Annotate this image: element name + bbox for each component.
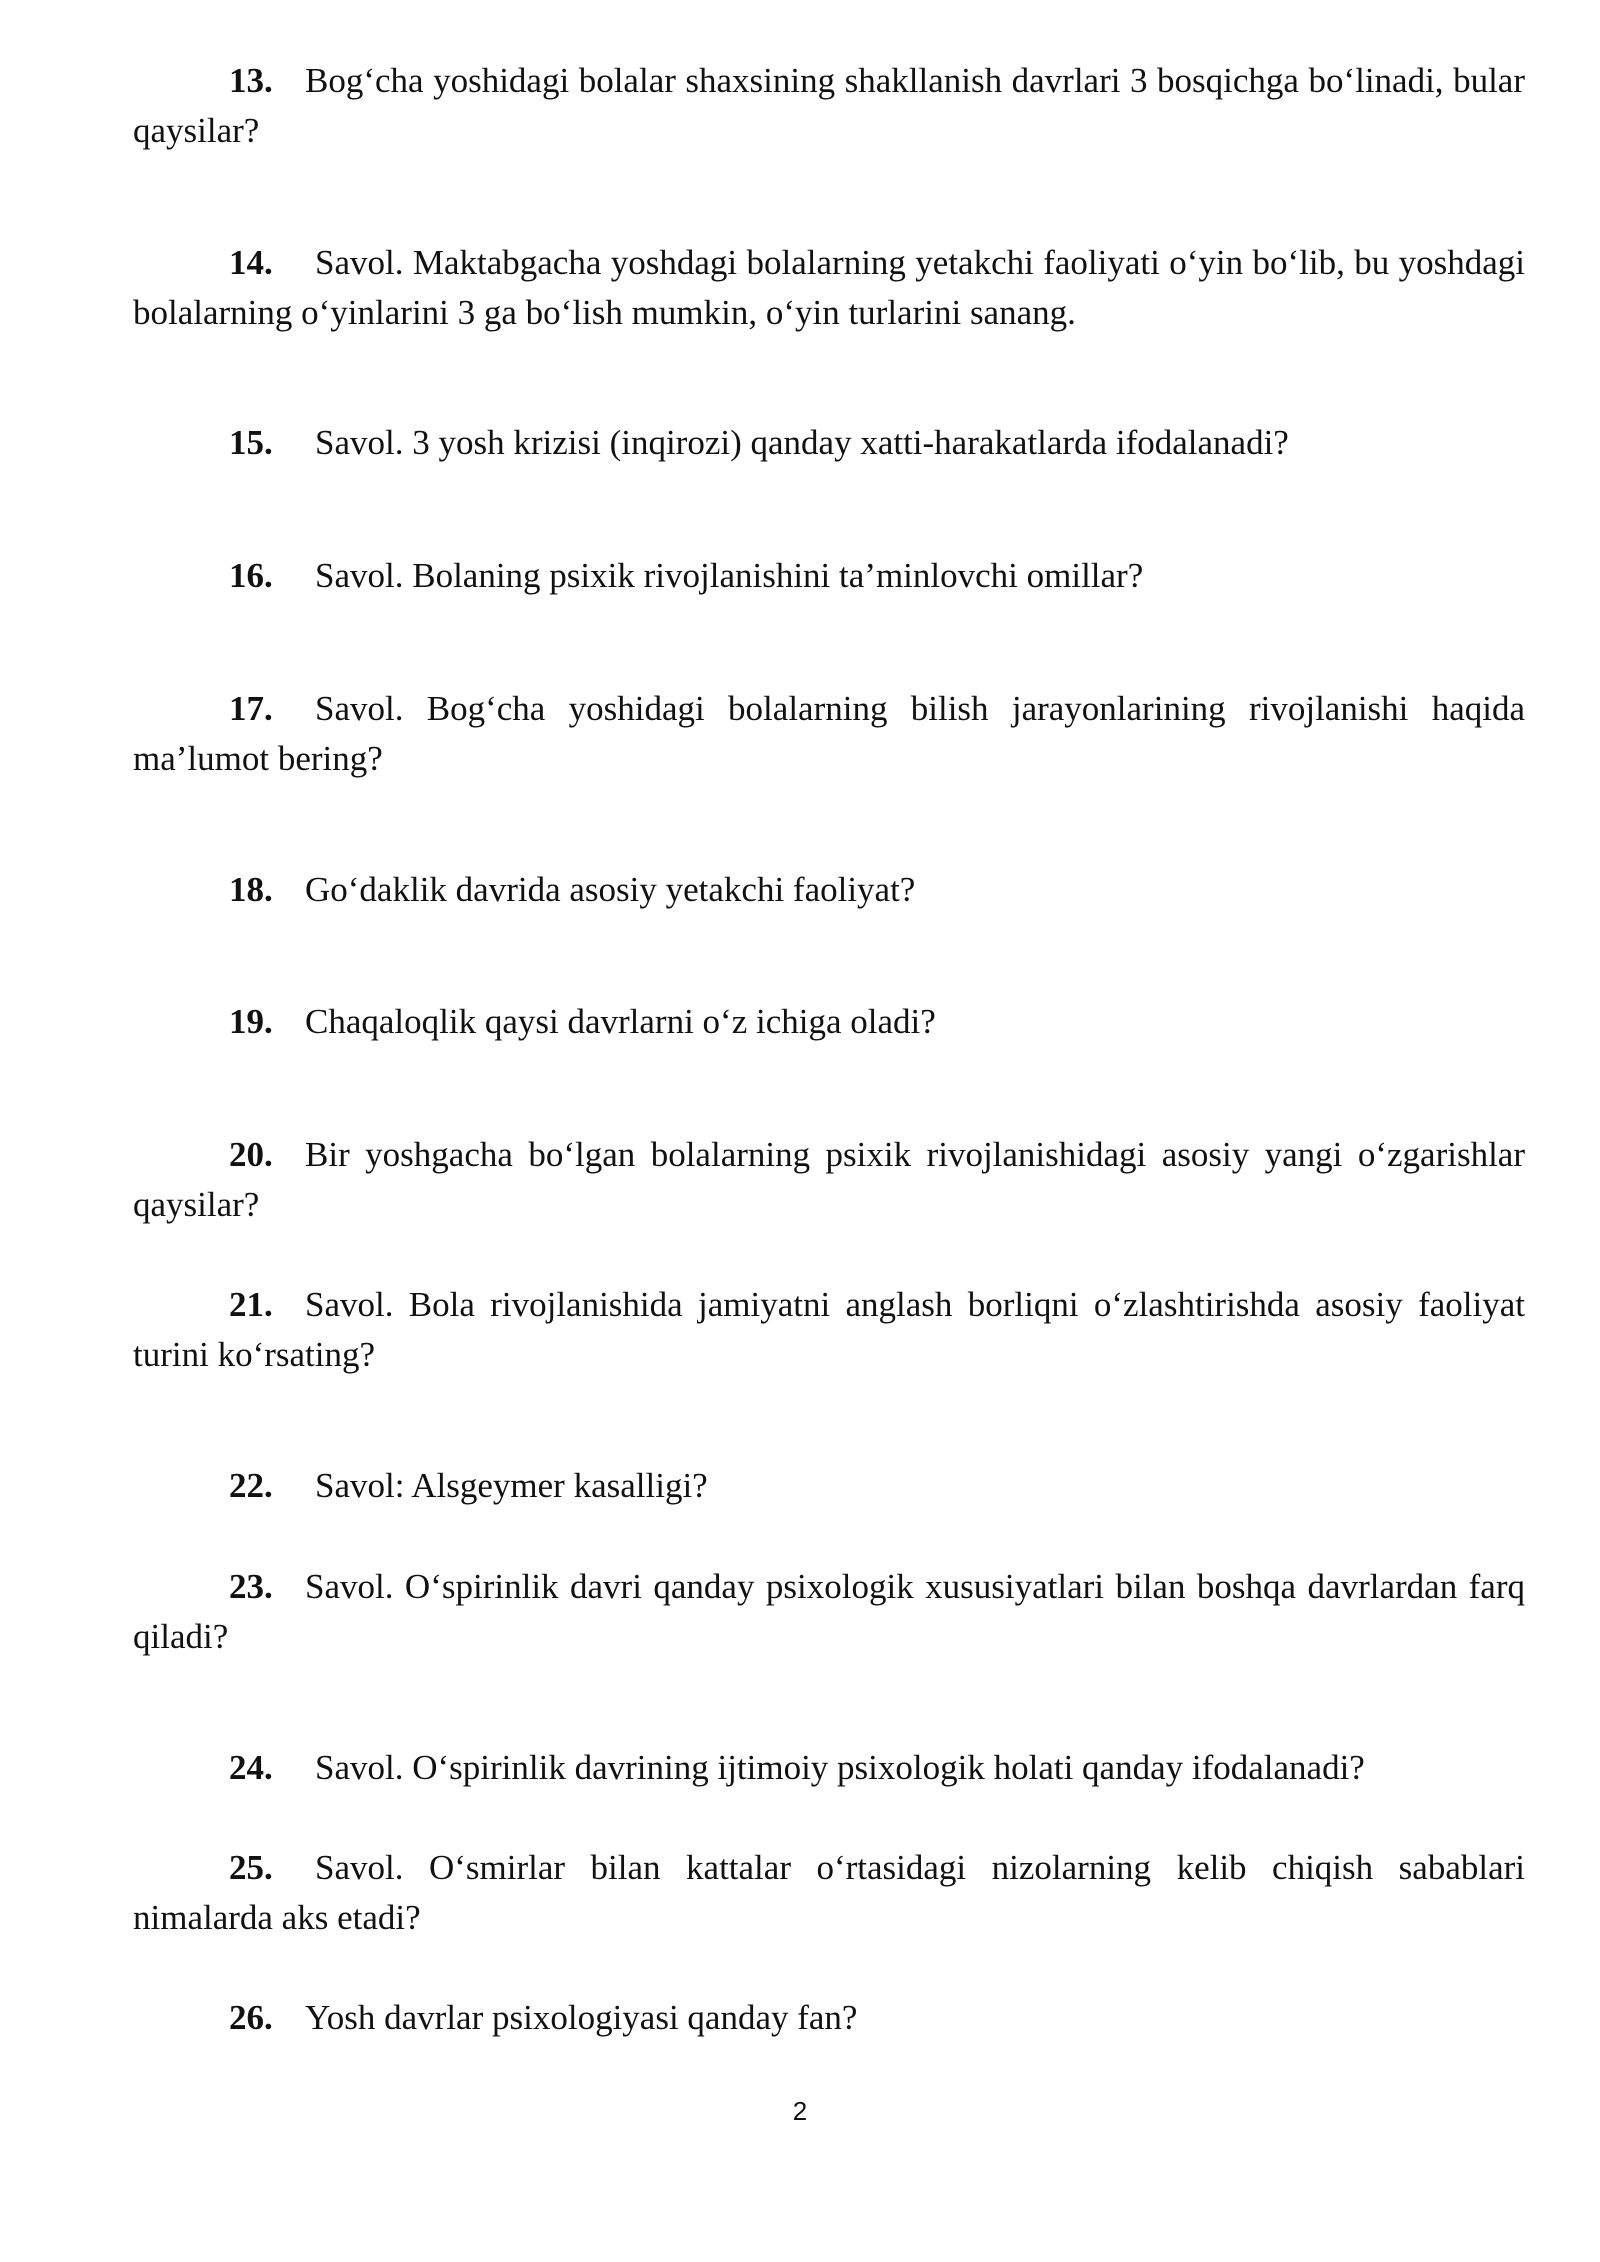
question-22 [133, 1461, 1525, 1511]
page-number: 2 [792, 2096, 808, 2126]
question-13 [133, 56, 1525, 156]
question-text: Yosh davrlar psixologiyasi qanday fan? [305, 1998, 858, 2037]
question-text: Savol. Bog‘cha yoshidagi bolalarning bilish jarayonlarining rivojlanishi haqida ma’lumot bering? [133, 689, 1525, 778]
question-text: Savol. Bola rivojlanishida jamiyatni anglash borliqni o‘zlashtirishda asosiy faoliyat turini ko‘rsating? [133, 1285, 1525, 1374]
question-number: 17. [229, 689, 273, 728]
question-number: 24. [229, 1748, 273, 1787]
question-text: Bog‘cha yoshidagi bolalar shaxsining shakllanish davrlari 3 bosqichga bo‘linadi, bular qaysilar? [133, 61, 1525, 150]
question-25 [133, 1843, 1525, 1943]
question-text: Savol. 3 yosh krizisi (inqirozi) qanday xatti-harakatlarda ifodalanadi? [315, 423, 1289, 462]
question-14 [133, 238, 1525, 338]
question-text: Savol. Bolaning psixik rivojlanishini ta’minlovchi omillar? [315, 556, 1144, 595]
question-number: 19. [229, 1002, 273, 1041]
question-16 [133, 551, 1525, 601]
question-number: 14. [229, 243, 273, 282]
question-number: 26. [229, 1998, 273, 2037]
question-number: 18. [229, 870, 273, 909]
question-text: Savol: Alsgeymer kasalligi? [315, 1466, 708, 1505]
question-text: Go‘daklik davrida asosiy yetakchi faoliyat? [305, 870, 916, 909]
question-20 [133, 1130, 1525, 1230]
question-17 [133, 684, 1525, 784]
question-number: 21. [229, 1285, 273, 1324]
question-number: 13. [229, 61, 273, 100]
question-number: 16. [229, 556, 273, 595]
question-number: 22. [229, 1466, 273, 1505]
question-text: Chaqaloqlik qaysi davrlarni o‘z ichiga oladi? [305, 1002, 936, 1041]
question-text: Savol. O‘smirlar bilan kattalar o‘rtasidagi nizolarning kelib chiqish sabablari nimalarda aks etadi? [133, 1848, 1525, 1937]
question-number: 15. [229, 423, 273, 462]
question-26 [133, 1993, 1525, 2043]
question-24 [133, 1743, 1525, 1793]
question-text: Savol. O‘spirinlik davrining ijtimoiy psixologik holati qanday ifodalanadi? [315, 1748, 1365, 1787]
question-number: 25. [229, 1848, 273, 1887]
question-text: Savol. Maktabgacha yoshdagi bolalarning yetakchi faoliyati o‘yin bo‘lib, bu yoshdagi bolalarning o‘yinlarini 3 ga bo‘lish mumkin, o‘yin turlarini sanang. [133, 243, 1525, 332]
question-23 [133, 1562, 1525, 1662]
question-text: Bir yoshgacha bo‘lgan bolalarning psixik rivojlanishidagi asosiy yangi o‘zgarishlar qaysilar? [133, 1135, 1525, 1224]
question-15 [133, 418, 1525, 468]
question-19 [133, 997, 1525, 1047]
question-number: 23. [229, 1567, 273, 1606]
question-text: Savol. O‘spirinlik davri qanday psixologik xususiyatlari bilan boshqa davrlardan farq qiladi? [133, 1567, 1525, 1656]
question-number: 20. [229, 1135, 273, 1174]
question-18 [133, 865, 1525, 915]
question-21 [133, 1280, 1525, 1380]
